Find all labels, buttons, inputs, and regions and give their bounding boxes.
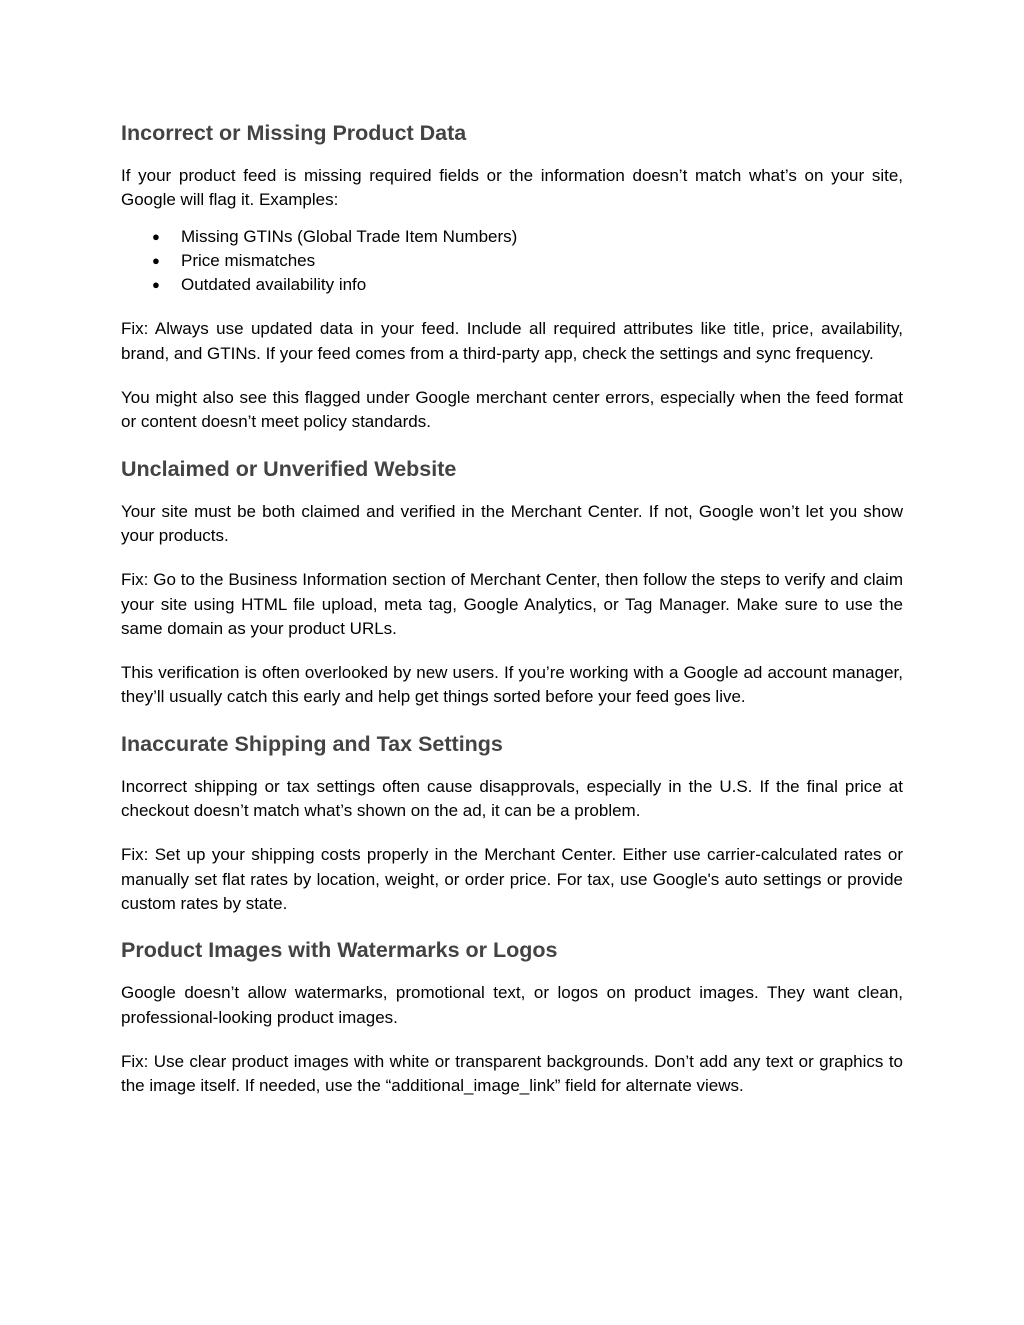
section-missing-product-data	[121, 119, 903, 435]
paragraph: You might also see this flagged under Google merchant center errors, especially when the feed format or content doesn’t meet policy standards.	[121, 388, 903, 432]
paragraph: Fix: Set up your shipping costs properly in the Merchant Center. Either use carrier-calculated rates or manually set flat rates by location, weight, or order price. For tax, use Google's auto settings or provide custom rates by state.	[121, 845, 903, 913]
bullet-icon: ●	[152, 228, 160, 244]
paragraph: Fix: Use clear product images with white or transparent backgrounds. Don’t add any text or graphics to the image itself. If needed, use the “additional_image_link” field for alternate views.	[121, 1051, 903, 1096]
paragraph: This verification is often overlooked by new users. If you’re working with a Google ad account manager, they’ll usually catch this early and help get things sorted before your feed goes live.	[121, 663, 903, 707]
section-image-watermarks	[121, 936, 903, 1098]
list-item	[121, 225, 903, 249]
section-unverified-website	[121, 455, 903, 710]
section-heading: Incorrect or Missing Product Data	[121, 121, 467, 145]
paragraph: Fix: Always use updated data in your feed. Include all required attributes like title, price, availability, brand, and GTINs. If your feed comes from a third-party app, check the settings and sync frequency.	[121, 319, 903, 363]
list-item	[121, 273, 903, 297]
paragraph: Your site must be both claimed and verified in the Merchant Center. If not, Google won’t let you show your products.	[121, 501, 903, 545]
list-item-text: Outdated availability info	[181, 275, 367, 295]
paragraph: Google doesn’t allow watermarks, promotional text, or logos on product images. They want clean, professional-looking product images.	[121, 983, 903, 1027]
list-item	[121, 249, 903, 273]
paragraph: If your product feed is missing required fields or the information doesn’t match what’s on your site, Google will flag it. Examples:	[121, 166, 903, 210]
bullet-icon: ●	[152, 277, 160, 293]
section-shipping-tax	[121, 730, 903, 916]
list-item-text: Price mismatches	[181, 250, 316, 270]
paragraph: Incorrect shipping or tax settings often cause disapprovals, especially in the U.S. If the final price at checkout doesn’t match what’s shown on the ad, it can be a problem.	[121, 776, 903, 821]
document-page	[121, 119, 903, 1118]
section-heading: Inaccurate Shipping and Tax Settings	[121, 731, 503, 756]
section-heading: Product Images with Watermarks or Logos	[121, 938, 558, 963]
bullet-list	[121, 225, 903, 298]
list-item-text: Missing GTINs (Global Trade Item Numbers)	[181, 226, 518, 246]
paragraph: Fix: Go to the Business Information section of Merchant Center, then follow the steps to verify and claim your site using HTML file upload, meta tag, Google Analytics, or Tag Manager. Make sure to use the same domain as your product URLs.	[121, 570, 903, 638]
section-heading: Unclaimed or Unverified Website	[121, 456, 457, 481]
bullet-icon: ●	[152, 252, 160, 268]
